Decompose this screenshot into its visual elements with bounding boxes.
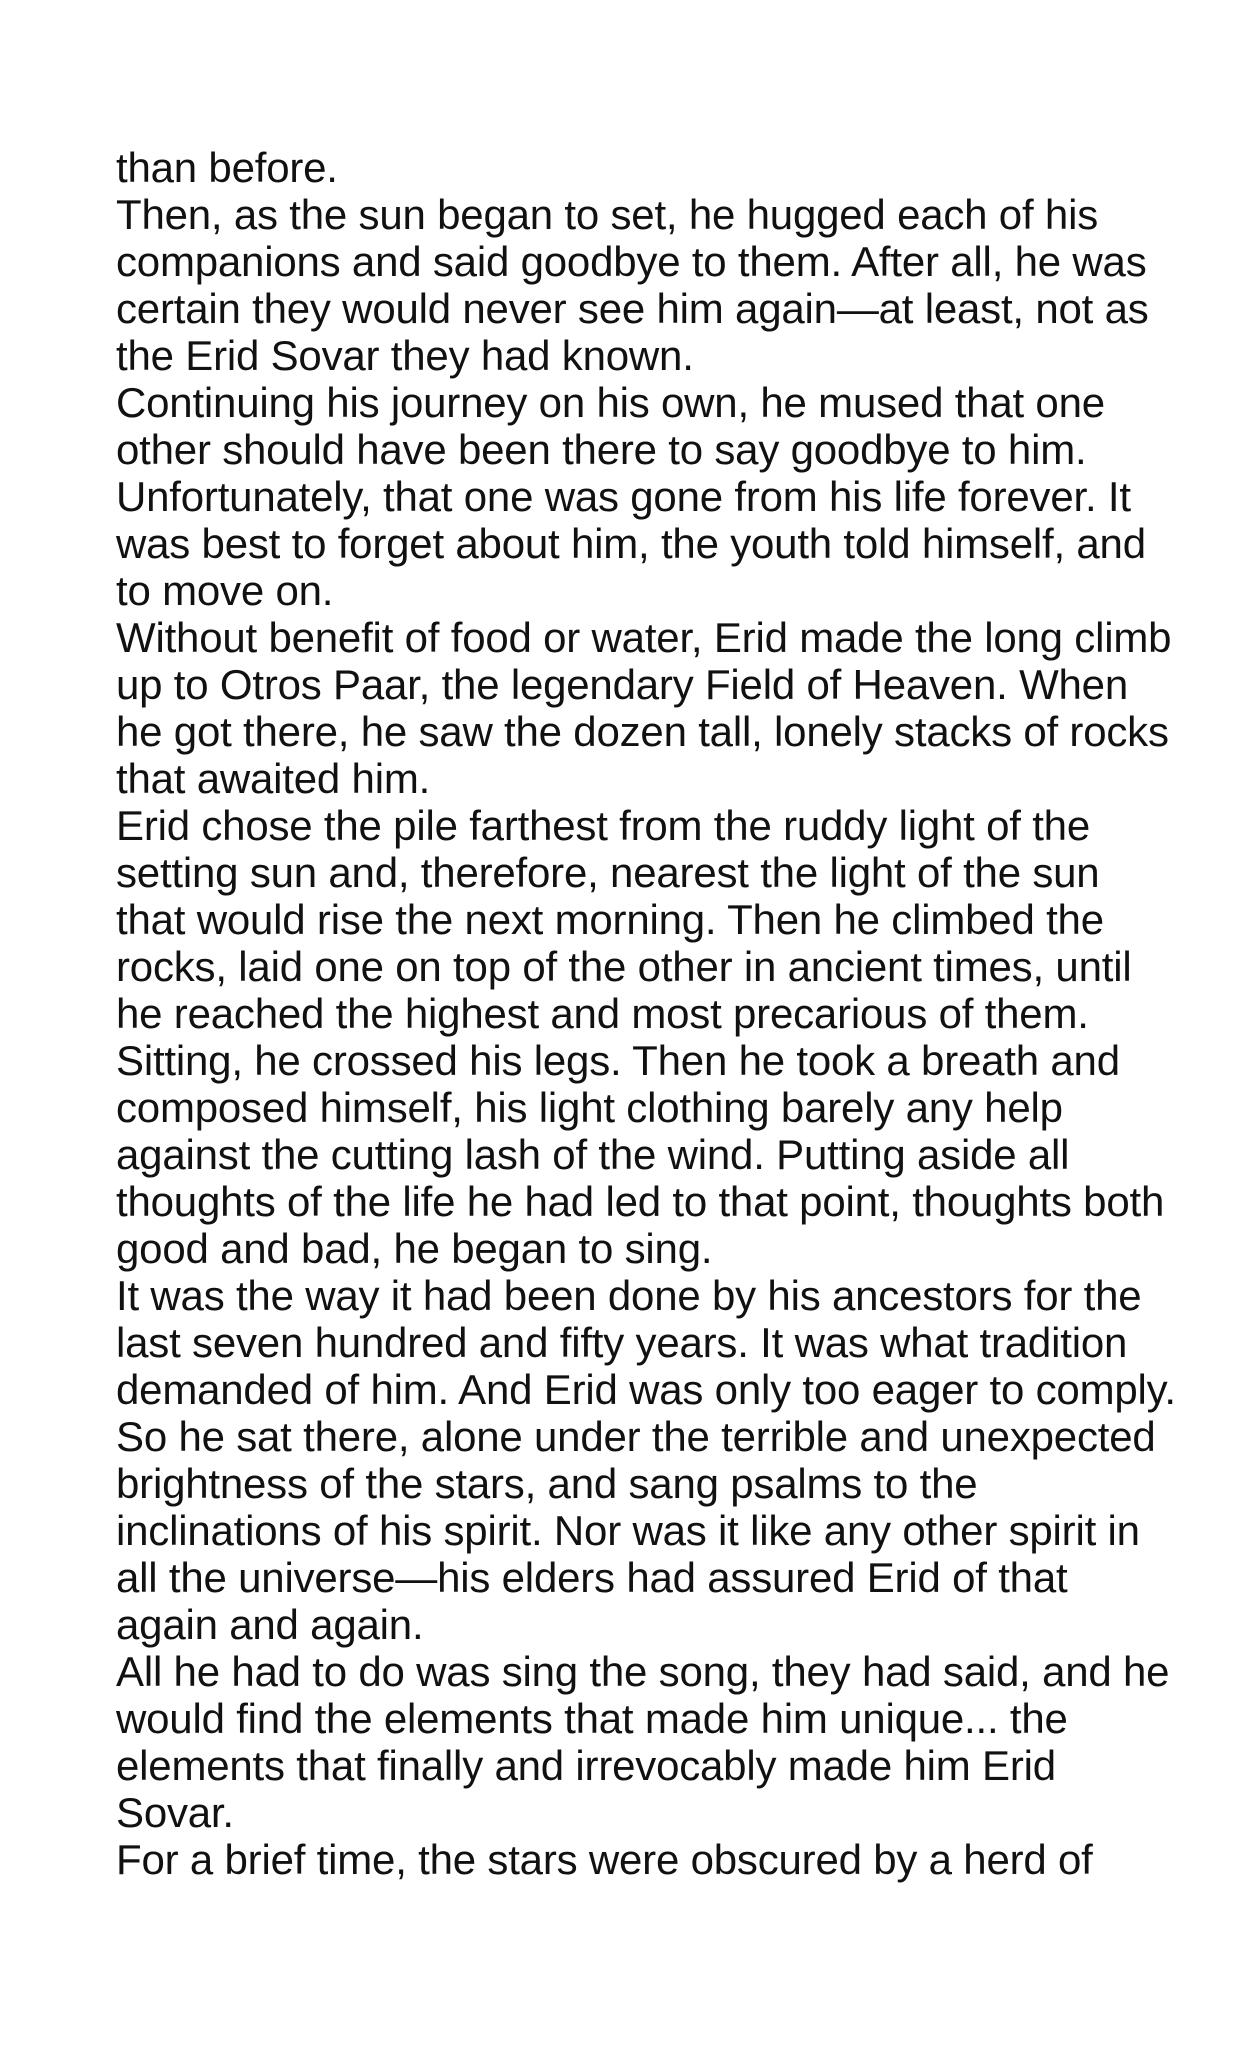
- paragraph: Erid chose the pile farthest from the ruddy light of the setting sun and, therefore, nearest the light of the sun that would rise the next morning. Then he climbed the rocks, laid one on top of the other in ancient times, until he reached the highest and most precarious of them.: [116, 802, 1132, 1037]
- paragraph: than before.: [116, 144, 338, 191]
- paragraph: It was the way it had been done by his ancestors for the last seven hundred and fifty years. It was what tradition demanded of him. And Erid was only too eager to comply.: [116, 1272, 1176, 1413]
- paragraph: For a brief time, the stars were obscured by a herd of: [116, 1836, 1093, 1883]
- paragraph: Sitting, he crossed his legs. Then he took a breath and composed himself, his light clothing barely any help against the cutting lash of the wind. Putting aside all thoughts of the life he had led to that point, thoughts both good and bad, he began to sing.: [116, 1037, 1165, 1272]
- paragraph: Continuing his journey on his own, he mused that one other should have been there to say goodbye to him. Unfortunately, that one was gone from his life forever. It was best to forget about him, the youth told himself, and to move on.: [116, 379, 1146, 614]
- paragraph: So he sat there, alone under the terrible and unexpected brightness of the stars, and sang psalms to the inclinations of his spirit. Nor was it like any other spirit in all the universe—his elders had assured Erid of that again and again.: [116, 1413, 1156, 1648]
- paragraph: Without benefit of food or water, Erid made the long climb up to Otros Paar, the legendary Field of Heaven. When he got there, he saw the dozen tall, lonely stacks of rocks that awaited him.: [116, 614, 1172, 802]
- paragraph: All he had to do was sing the song, they had said, and he would find the elements that made him unique... the elements that finally and irrevocably made him Erid Sovar.: [116, 1648, 1170, 1836]
- paragraph: Then, as the sun began to set, he hugged each of his companions and said goodbye to them. After all, he was certain they would never see him again—at least, not as the Erid Sovar they had known.: [116, 191, 1149, 379]
- page-text: [116, 144, 1176, 1883]
